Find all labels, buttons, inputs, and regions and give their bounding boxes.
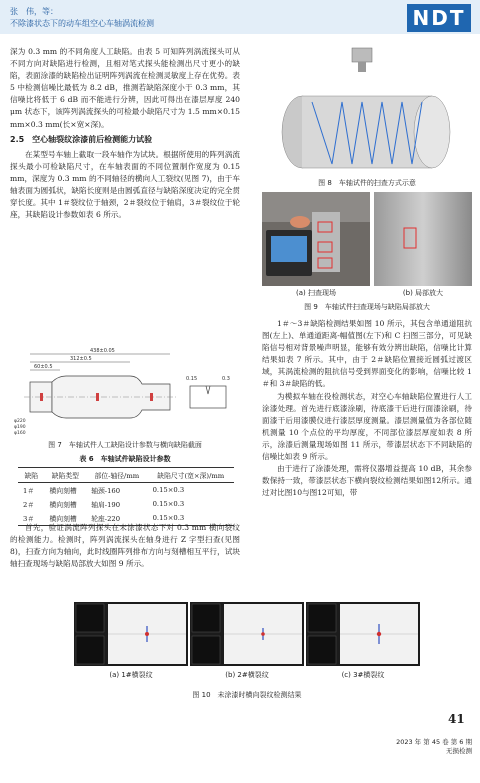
- footer-issue: 2023 年 第 45 卷 第 6 期: [396, 738, 472, 746]
- table-cell: 轴颈-160: [91, 487, 121, 495]
- dim-phi190: φ190: [14, 425, 26, 430]
- header-running-title: 不除漆状态下的动车组空心车轴涡流检测: [10, 19, 154, 28]
- dim-438: 438±0.05: [90, 348, 115, 354]
- dim-312: 312±0.5: [70, 356, 92, 362]
- table-row: [18, 483, 234, 498]
- left-column-bottom: [10, 522, 240, 570]
- fig9a-label: (a) 扫查现场: [296, 289, 336, 297]
- paragraph-2: 在某型号车轴上截取一段车轴作为试块。根据所使用的阵列涡流探头最小可检缺陷尺寸，在车轴表面的不同位置制作宽度为 0.15 mm，深度为 0.3 mm 的不同轴径的横向人工裂纹(见图 7)，由于车轴表面为圆弧状，缺陷长度则是由圆弧直径与缺陷深度决定的完全贯穿长度。其中 1＃裂纹位于轴颈，2＃裂纹位于轴肩，3＃裂纹位于轮座，其缺陷设计参数如表 6 所示。: [10, 149, 240, 220]
- table-cell: 0.15×0.3: [152, 486, 185, 494]
- table-cell: 3＃: [18, 511, 44, 526]
- fig10a-label: (a) 1#横裂纹: [109, 671, 153, 679]
- dim-phi220: φ220: [14, 419, 26, 424]
- fig9a-scan-site-photo: [262, 192, 370, 286]
- left-column-top: [10, 46, 240, 221]
- paragraph-1: 深为 0.3 mm 的不同角度人工缺陷。由表 5 可知阵列涡流探头可从不同方向对缺陷进行检测，且相对笔式探头能检测出尺寸更小的缺陷，表面涂漆的缺陷检出证明阵列涡流在检测灵敏度上存在优势。表 5 中检测信噪比最低为 8.2 dB，推测若缺陷深度小于 0.3 mm，其信噪比将低于 6 dB 而不能进行分辨，因此可得出在漆层厚度 240 μm 状态下，该阵列涡流探头的可检最小缺陷尺寸为 1.5 mm×0.15 mm×0.3 mm(长×宽×深)。: [10, 47, 240, 129]
- paragraph-6: 由于进行了涂漆处理，需将仪器增益提高 10 dB，其余参数保持一致，带漆层状态下横向裂纹检测结果如图12所示。通过对比图10与图12可知，带: [262, 464, 472, 498]
- dim-0.15: 0.15: [186, 376, 198, 382]
- fig8-caption: 图 8 车轴试件的扫查方式示意: [318, 179, 416, 187]
- dim-phi160: φ160: [14, 431, 26, 436]
- fig10c-panel: [306, 602, 420, 666]
- table-cell: 2＃: [23, 501, 35, 509]
- table-cell: 横向刻槽: [49, 501, 77, 509]
- table6-title: 表 6 车轴试件缺陷设计参数: [79, 455, 171, 463]
- table6-header: 缺陷: [18, 468, 44, 483]
- table-cell: 1＃: [23, 487, 35, 495]
- table-cell: 0.15×0.3: [152, 500, 185, 508]
- table-cell: 横向刻槽: [44, 511, 86, 526]
- table-row: [18, 497, 234, 511]
- footer-journal: 无损检测: [446, 747, 472, 755]
- paragraph-4: 1＃～3＃缺陷检测结果如图 10 所示，其包含单通道阻抗图(左上)、单通道距离-幅值图(左下)和 C 扫图三部分，可见缺陷信号相对背景噪声明显，能够有效分辨出缺陷，信噪比计算结果如表 7 所示。其中，由于 2＃缺陷位置接近圆弧过渡区域，其涡流检测的阻抗信号受到界面变化的影响，信噪比较 1＃和 3＃缺陷的低。: [262, 319, 472, 389]
- right-column-text: [262, 318, 472, 499]
- fig10b-panel: [190, 602, 304, 666]
- footer-block: [300, 738, 472, 756]
- fig7-caption: 图 7 车轴试件人工缺陷设计参数与横向缺陷截面: [48, 441, 202, 449]
- table6-header: 部位-轴径/mm: [86, 468, 147, 483]
- dim-60: 60±0.5: [34, 364, 53, 370]
- table-cell: 轮座-220: [86, 511, 147, 526]
- fig9b-label: (b) 局部放大: [402, 289, 444, 297]
- fig10b-label: (b) 2#横裂纹: [225, 671, 269, 679]
- fig9b-zoom-photo: [374, 192, 472, 286]
- table6-header: 缺陷尺寸(宽×深)/mm: [148, 468, 234, 483]
- section-title: 2.5 空心轴裂纹涂漆前后检测能力试验: [10, 134, 153, 144]
- page-number: 41: [448, 712, 465, 726]
- journal-logo: NDT: [407, 4, 471, 32]
- paragraph-3: 首先，验证涡流阵列探头在未涂漆状态下对 0.3 mm 横向裂纹的检测能力。检测时，阵列涡流探头在轴身进行 Z 字型扫查(见图 8)，扫查方向为轴向，此时线圈阵列排布方向与刻槽相互平行，试块轴扫查现场与缺陷局部放大如图 9 所示。: [10, 523, 240, 569]
- table6: [18, 467, 234, 526]
- table-cell: 0.15×0.3: [148, 511, 234, 526]
- fig10-caption: 图 10 未涂漆时横向裂纹检测结果: [192, 691, 302, 699]
- table6-header-row: [18, 468, 234, 483]
- fig9-caption: 图 9 车轴试件扫查现场与缺陷局部放大: [304, 303, 430, 311]
- table-cell: 轴肩-190: [91, 501, 121, 509]
- fig10c-label: (c) 3#横裂纹: [341, 671, 385, 679]
- paragraph-5: 为模拟车轴在役检测状态，对空心车轴缺陷位置进行人工涂漆处理。首先进行底漆涂刷，待底漆干后进行面漆涂刷，待面漆干后用漆膜仪进行漆层厚度测量。漆层测量值为各部位随机测量 10 个点位的平均厚度，不同部位漆层厚度如表 8 所示，涂漆后测量现场如图 11 所示，带漆层状态下不同缺陷的信噪比如表 9 所示。: [262, 391, 472, 462]
- dim-0.3: 0.3: [222, 376, 230, 382]
- fig8-scan-diagram: [262, 46, 472, 174]
- table-cell: 横向刻槽: [49, 487, 77, 495]
- header-authors: 张 伟，等：: [10, 7, 58, 16]
- fig10a-panel: [74, 602, 188, 666]
- fig7-axle-drawing: [10, 346, 240, 436]
- table6-header: 缺陷类型: [44, 468, 86, 483]
